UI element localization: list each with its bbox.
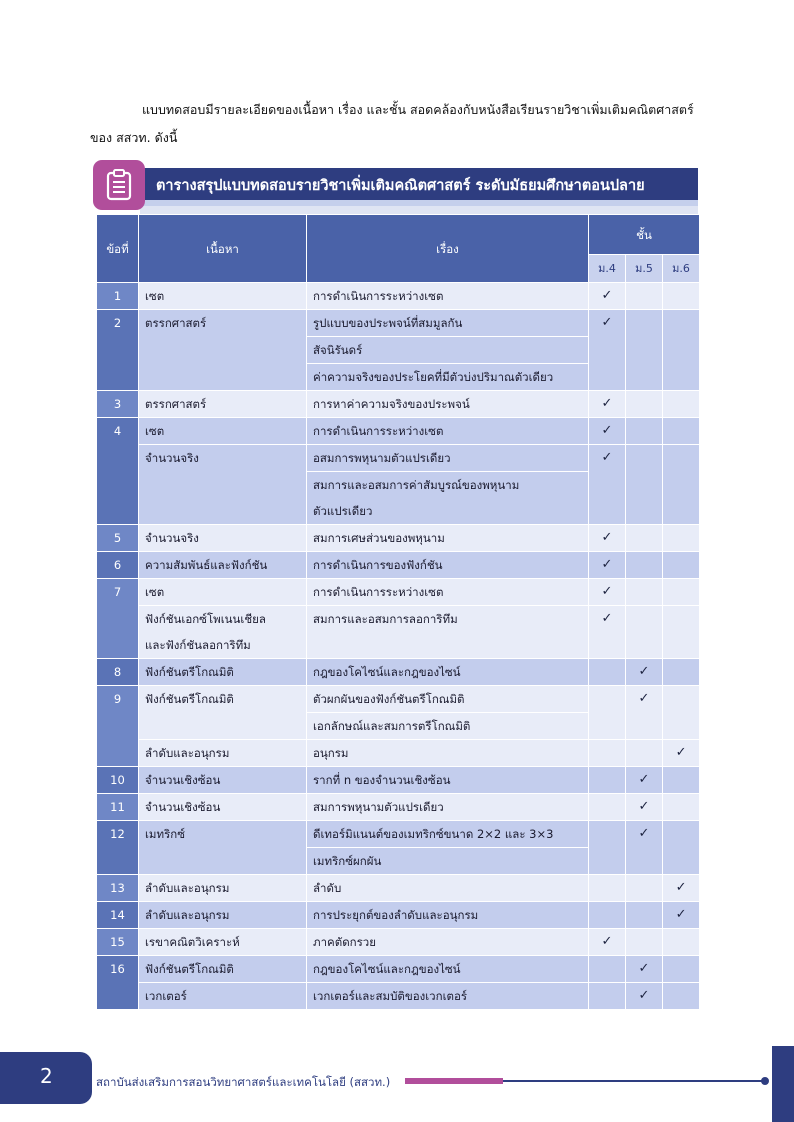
row-topic: กฎของโคไซน์และกฎของไซน์ [307, 956, 589, 983]
row-content: ฟังก์ชันเอกซ์โพเนนเชียล [145, 612, 266, 626]
table-row [97, 767, 700, 794]
check-icon: ✓ [589, 391, 626, 418]
check-icon: ✓ [626, 821, 663, 875]
header-m5: ม.5 [626, 255, 663, 283]
row-no: 6 [97, 552, 139, 579]
row-content: จำนวนเชิงซ้อน [139, 794, 307, 821]
row-content: ลำดับและอนุกรม [139, 740, 307, 767]
check-icon: ✓ [589, 310, 626, 391]
check-icon: ✓ [663, 740, 700, 767]
table-row [97, 445, 700, 525]
check-icon: ✓ [589, 418, 626, 445]
row-content: เซต [139, 418, 307, 445]
row-content: เมทริกซ์ [139, 821, 307, 875]
footer-accent [405, 1078, 503, 1084]
title-stripe [142, 200, 698, 206]
row-topic-cont: ตัวแปรเดียว [313, 504, 373, 518]
row-no: 14 [97, 902, 139, 929]
header-no: ข้อที่ [97, 215, 139, 283]
table-row [97, 686, 700, 740]
row-topic: รากที่ n ของจำนวนเชิงซ้อน [307, 767, 589, 794]
row-topic: ลำดับ [307, 875, 589, 902]
row-content: ตรรกศาสตร์ [139, 391, 307, 418]
table-row [97, 391, 700, 418]
row-topic: สมการและอสมการลอการิทึม [307, 606, 589, 659]
row-topic: อสมการพหุนามตัวแปรเดียว [307, 445, 588, 472]
row-content: ฟังก์ชันตรีโกณมิติ [139, 686, 307, 740]
summary-table [96, 214, 700, 1010]
footer-dot [761, 1077, 769, 1085]
check-icon: ✓ [589, 283, 626, 310]
row-content: ความสัมพันธ์และฟังก์ชัน [139, 552, 307, 579]
row-no: 5 [97, 525, 139, 552]
row-topic: กฎของโคไซน์และกฎของไซน์ [307, 659, 589, 686]
check-icon: ✓ [626, 794, 663, 821]
row-content: เซต [139, 579, 307, 606]
row-topic: การดำเนินการของฟังก์ชัน [307, 552, 589, 579]
table-row [97, 552, 700, 579]
row-no: 13 [97, 875, 139, 902]
table-row [97, 525, 700, 552]
check-icon: ✓ [626, 686, 663, 740]
table-row [97, 929, 700, 956]
row-topic: ภาคตัดกรวย [307, 929, 589, 956]
table-row [97, 740, 700, 767]
row-content: จำนวนจริง [139, 445, 307, 525]
row-topic: ดีเทอร์มิแนนต์ของเมทริกซ์ขนาด 2×2 และ 3×3 [307, 821, 588, 848]
row-topic: สมการเศษส่วนของพหุนาม [307, 525, 589, 552]
row-content-cont: และฟังก์ชันลอการิทึม [145, 638, 251, 652]
table-title-bar [96, 168, 698, 206]
row-topic: การดำเนินการระหว่างเซต [307, 283, 589, 310]
intro-line-1: แบบทดสอบมีรายละเอียดของเนื้อหา เรื่อง และชั้น สอดคล้องกับหนังสือเรียนรายวิชาเพิ่มเติมคณิตศาสตร์ [142, 102, 694, 117]
table-row [97, 983, 700, 1010]
row-topic: เอกลักษณ์และสมการตรีโกณมิติ [313, 719, 471, 733]
header-topic: เรื่อง [307, 215, 589, 283]
row-content: จำนวนเชิงซ้อน [139, 767, 307, 794]
row-topic: รูปแบบของประพจน์ที่สมมูลกัน [307, 310, 588, 337]
header-grade: ชั้น [589, 215, 700, 255]
check-icon: ✓ [589, 579, 626, 606]
table-row [97, 794, 700, 821]
row-no: 8 [97, 659, 139, 686]
row-topic: การหาค่าความจริงของประพจน์ [307, 391, 589, 418]
page-number: 2 [40, 1064, 53, 1088]
header-m4: ม.4 [589, 255, 626, 283]
table-title: ตารางสรุปแบบทดสอบรายวิชาเพิ่มเติมคณิตศาสตร์ ระดับมัธยมศึกษาตอนปลาย [156, 178, 645, 194]
check-icon: ✓ [626, 767, 663, 794]
row-content: เรขาคณิตวิเคราะห์ [139, 929, 307, 956]
table-row [97, 310, 700, 391]
check-icon: ✓ [589, 445, 626, 525]
row-topic: อนุกรม [307, 740, 589, 767]
row-no: 12 [97, 821, 139, 875]
table-row [97, 283, 700, 310]
row-no: 2 [97, 310, 139, 391]
check-icon: ✓ [589, 552, 626, 579]
intro-line-2: ของ สสวท. ดังนี้ [90, 130, 178, 145]
table-row [97, 659, 700, 686]
footer-right-tab [772, 1046, 794, 1122]
header-content: เนื้อหา [139, 215, 307, 283]
row-no: 9 [97, 686, 139, 767]
row-no: 16 [97, 956, 139, 1010]
table-row [97, 821, 700, 875]
table-row [97, 875, 700, 902]
row-content: จำนวนจริง [139, 525, 307, 552]
table-row [97, 902, 700, 929]
check-icon: ✓ [663, 875, 700, 902]
title-underlay [140, 206, 698, 214]
table-row [97, 606, 700, 659]
row-no: 10 [97, 767, 139, 794]
check-icon: ✓ [626, 659, 663, 686]
table-row [97, 956, 700, 983]
row-no: 4 [97, 418, 139, 525]
check-icon: ✓ [663, 902, 700, 929]
row-topic: การดำเนินการระหว่างเซต [307, 579, 589, 606]
row-no: 7 [97, 579, 139, 659]
row-no: 15 [97, 929, 139, 956]
row-topic: สัจนิรันดร์ [307, 337, 588, 364]
row-topic: เวกเตอร์และสมบัติของเวกเตอร์ [307, 983, 589, 1010]
table-row [97, 579, 700, 606]
row-topic: ตัวผกผันของฟังก์ชันตรีโกณมิติ [307, 686, 588, 713]
row-no: 1 [97, 283, 139, 310]
row-topic: การดำเนินการระหว่างเซต [307, 418, 589, 445]
check-icon: ✓ [589, 525, 626, 552]
row-no: 11 [97, 794, 139, 821]
check-icon: ✓ [589, 929, 626, 956]
row-content: เวกเตอร์ [139, 983, 307, 1010]
row-content: ลำดับและอนุกรม [139, 875, 307, 902]
row-content: ฟังก์ชันตรีโกณมิติ [139, 956, 307, 983]
row-content: ลำดับและอนุกรม [139, 902, 307, 929]
row-content: ฟังก์ชันตรีโกณมิติ [139, 659, 307, 686]
row-content: เซต [139, 283, 307, 310]
check-icon: ✓ [589, 606, 626, 659]
header-m6: ม.6 [663, 255, 700, 283]
footer-org: สถาบันส่งเสริมการสอนวิทยาศาสตร์และเทคโนโลยี (สสวท.) [96, 1075, 391, 1089]
row-content: ตรรกศาสตร์ [139, 310, 307, 391]
row-topic: สมการพหุนามตัวแปรเดียว [307, 794, 589, 821]
table-row [97, 418, 700, 445]
row-topic: การประยุกต์ของลำดับและอนุกรม [307, 902, 589, 929]
row-topic: ค่าความจริงของประโยคที่มีตัวบ่งปริมาณตัวเดียว [313, 370, 554, 384]
clipboard-icon [93, 160, 145, 210]
row-topic: เมทริกซ์ผกผัน [313, 854, 382, 868]
intro-paragraph [90, 96, 710, 152]
check-icon: ✓ [626, 983, 663, 1010]
row-topic: สมการและอสมการค่าสัมบูรณ์ของพหุนาม [313, 478, 520, 492]
row-no: 3 [97, 391, 139, 418]
check-icon: ✓ [626, 956, 663, 983]
page-number-tab [0, 1052, 92, 1104]
